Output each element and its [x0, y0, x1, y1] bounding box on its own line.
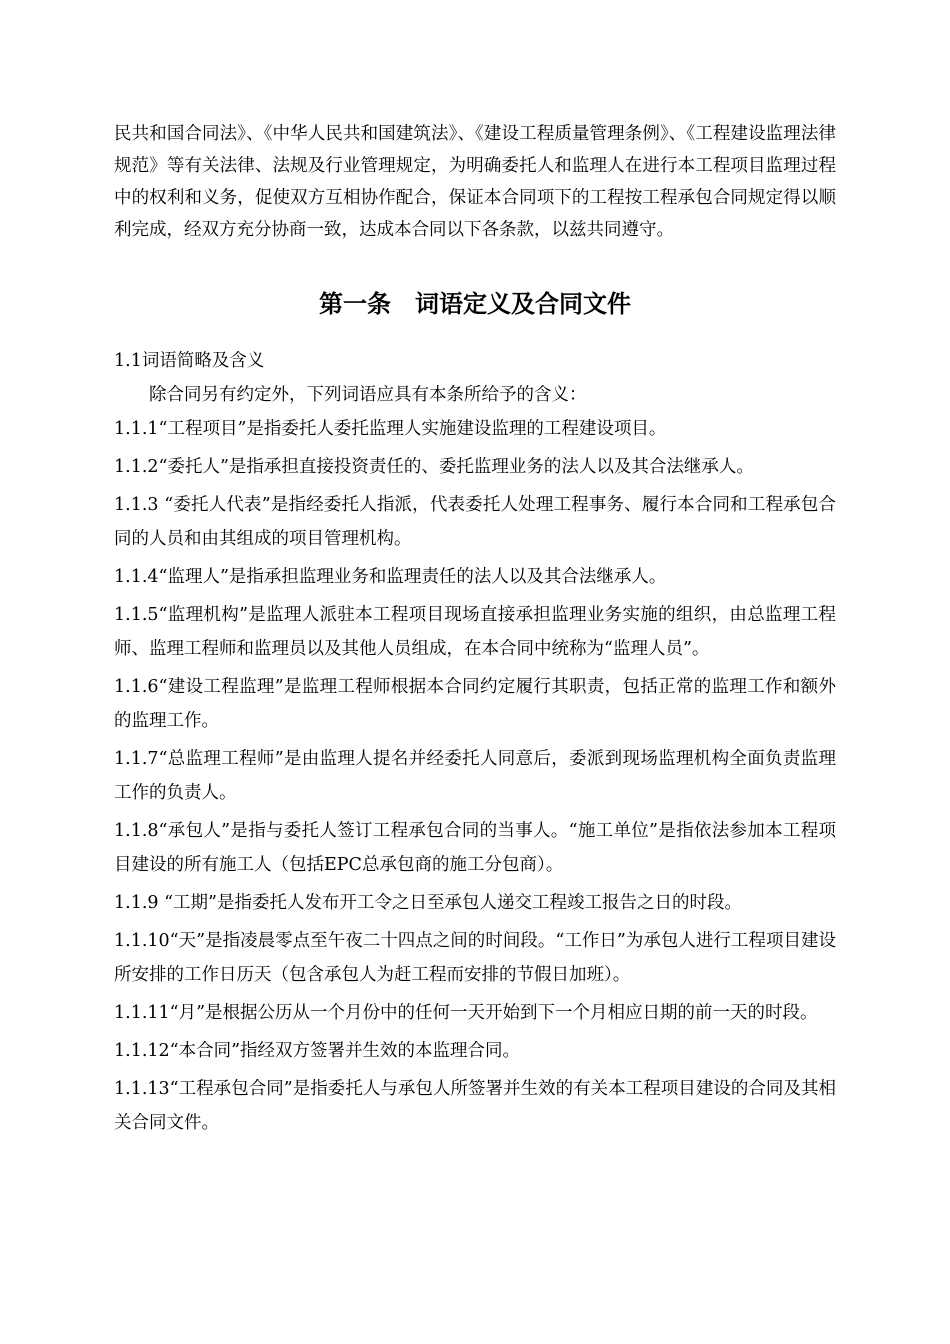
clause-1-1-11: 1.1.11“月”是根据公历从一个月份中的任何一天开始到下一个月相应日期的前一天的时段。: [114, 1003, 818, 1023]
lead-sentence: 除合同另有约定外，下列词语应具有本条所给予的含义：: [149, 385, 587, 405]
clause-1-1-8: 1.1.8“承包人”是指与委托人签订工程承包合同的当事人。“施工单位”是指依法参加本工程项目建设的所有施工人（包括EPC总承包商的施工分包商）。: [114, 821, 836, 875]
clause-1-1-6: 1.1.6“建设工程监理”是监理工程师根据本合同约定履行其职责，包括正常的监理工作和额外的监理工作。: [114, 677, 836, 731]
clause-1-1-3: 1.1.3 “委托人代表”是指经委托人指派，代表委托人处理工程事务、履行本合同和工程承包合同的人员和由其组成的项目管理机构。: [114, 495, 836, 549]
clause-1-1-1: 1.1.1“工程项目”是指委托人委托监理人实施建设监理的工程建设项目。: [114, 419, 667, 439]
clause-1-1-9: 1.1.9 “工期”是指委托人发布开工令之日至承包人递交工程竣工报告之日的时段。: [114, 893, 742, 913]
clause-1-1-7: 1.1.7“总监理工程师”是由监理人提名并经委托人同意后，委派到现场监理机构全面负责监理工作的负责人。: [114, 749, 836, 803]
clause-1-1-13: 1.1.13“工程承包合同”是指委托人与承包人所签署并生效的有关本工程项目建设的合同及其相关合同文件。: [114, 1079, 836, 1133]
clause-1-1-2: 1.1.2“委托人”是指承担直接投资责任的、委托监理业务的法人以及其合法继承人。: [114, 457, 754, 477]
clause-list: [114, 412, 836, 1140]
clause-1-1-12: 1.1.12“本合同”指经双方签署并生效的本监理合同。: [114, 1041, 521, 1061]
section-heading: 1.1词语简略及含义: [114, 351, 265, 371]
clause-1-1-5: 1.1.5“监理机构”是监理人派驻本工程项目现场直接承担监理业务实施的组织，由总监理工程师、监理工程师和监理员以及其他人员组成，在本合同中统称为“监理人员”。: [114, 605, 836, 659]
clause-1-1-10: 1.1.10“天”是指凌晨零点至午夜二十四点之间的时间段。“工作日”为承包人进行工程项目建设所安排的工作日历天（包含承包人为赶工程而安排的节假日加班）。: [114, 931, 836, 985]
clause-1-1-4: 1.1.4“监理人”是指承担监理业务和监理责任的法人以及其合法继承人。: [114, 567, 667, 587]
article-title: 第一条 词语定义及合同文件: [319, 290, 631, 318]
intro-paragraph: 民共和国合同法》、《中华人民共和国建筑法》、《建设工程质量管理条例》、《工程建设监理法律规范》等有关法律、法规及行业管理规定，为明确委托人和监理人在进行本工程项目监理过程中的权利和义务，促使双方互相协作配合，保证本合同项下的工程按工程承包合同规定得以顺利完成，经双方充分协商一致，达成本合同以下各条款，以兹共同遵守。: [114, 124, 836, 240]
document-page: [114, 118, 836, 1144]
